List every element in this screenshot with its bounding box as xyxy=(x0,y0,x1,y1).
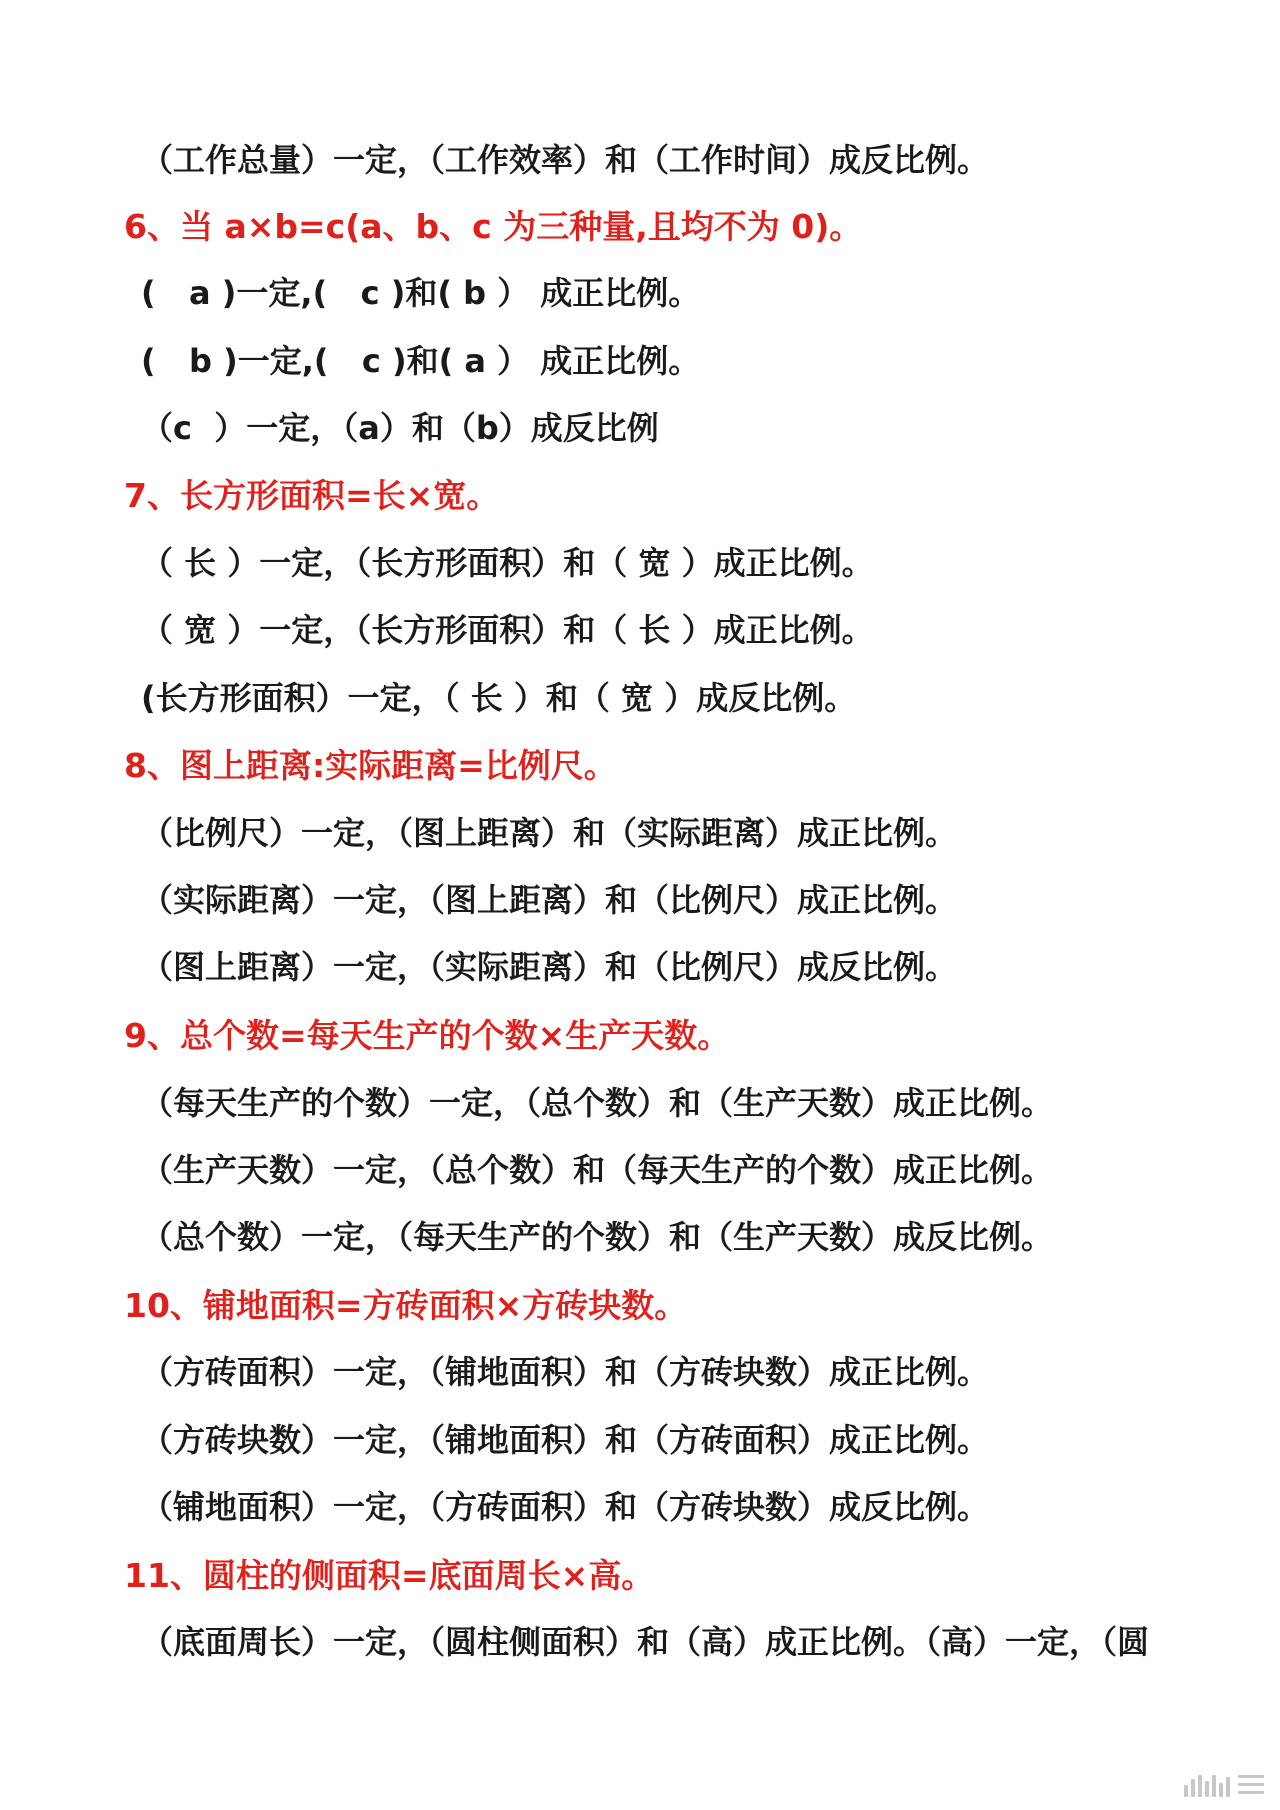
body-line-8a: （比例尺）一定，（图上距离）和（实际距离）成正比例。 xyxy=(141,814,958,852)
heading-item-7: 7、长方形面积=长×宽。 xyxy=(124,476,500,515)
body-line-9a: （每天生产的个数）一定，（总个数）和（生产天数）成正比例。 xyxy=(141,1084,1054,1122)
body-line-work-total: （工作总量）一定，（工作效率）和（工作时间）成反比例。 xyxy=(141,141,990,179)
heading-item-9: 9、总个数=每天生产的个数×生产天数。 xyxy=(124,1016,731,1055)
body-line-7c: (长方形面积）一定，（ 长 ）和（ 宽 ）成反比例。 xyxy=(141,679,857,717)
watermark-bars-icon xyxy=(1184,1773,1230,1797)
body-line-6c: （c ）一定，（a）和（b）成反比例 xyxy=(141,409,659,447)
body-line-9b: （生产天数）一定，（总个数）和（每天生产的个数）成正比例。 xyxy=(141,1151,1054,1189)
heading-item-10: 10、铺地面积=方砖面积×方砖块数。 xyxy=(124,1286,688,1325)
app-watermark-icon xyxy=(1184,1772,1266,1798)
heading-item-11: 11、圆柱的侧面积=底面周长×高。 xyxy=(124,1556,655,1595)
body-line-6b: ( b )一定,( c )和( a ） 成正比例。 xyxy=(141,342,701,380)
watermark-logo-icon xyxy=(1236,1772,1266,1798)
body-line-7b: （ 宽 ）一定，（长方形面积）和（ 长 ）成正比例。 xyxy=(141,611,874,649)
body-line-6a: ( a )一定,( c )和( b ） 成正比例。 xyxy=(141,274,701,312)
body-line-11a: （底面周长）一定，（圆柱侧面积）和（高）成正比例。（高）一定，（圆 xyxy=(141,1623,1150,1661)
body-line-8b: （实际距离）一定，（图上距离）和（比例尺）成正比例。 xyxy=(141,881,958,919)
body-line-8c: （图上距离）一定，（实际距离）和（比例尺）成反比例。 xyxy=(141,948,958,986)
body-line-10c: （铺地面积）一定，（方砖面积）和（方砖块数）成反比例。 xyxy=(141,1488,990,1526)
body-line-7a: （ 长 ）一定，（长方形面积）和（ 宽 ）成正比例。 xyxy=(141,544,874,582)
body-line-9c: （总个数）一定，（每天生产的个数）和（生产天数）成反比例。 xyxy=(141,1218,1054,1256)
body-line-10b: （方砖块数）一定，（铺地面积）和（方砖面积）成正比例。 xyxy=(141,1421,990,1459)
heading-item-8: 8、图上距离:实际距离=比例尺。 xyxy=(124,746,617,785)
heading-item-6: 6、当 a×b=c(a、b、c 为三种量,且均不为 0)。 xyxy=(124,207,863,246)
body-line-10a: （方砖面积）一定，（铺地面积）和（方砖块数）成正比例。 xyxy=(141,1353,990,1391)
